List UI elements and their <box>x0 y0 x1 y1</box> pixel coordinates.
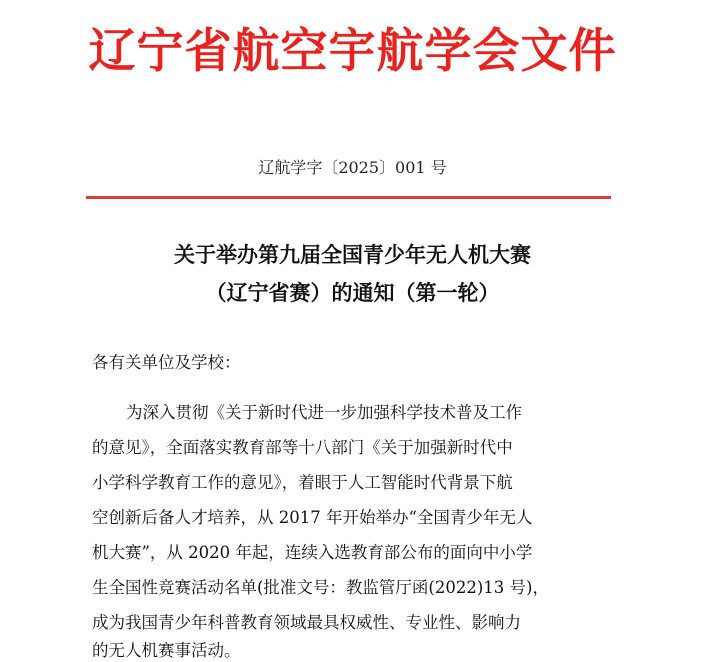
red-divider-line <box>86 196 611 199</box>
paragraph-line-3: 小学科学教育工作的意见》，着眼于人工智能时代背景下航 <box>92 473 513 492</box>
paragraph-line-7: 成为我国青少年科普教育领域最具权威性、专业性、影响力 <box>92 613 521 632</box>
paragraph-line-1: 为深入贯彻《关于新时代进一步加强科学技术普及工作 <box>126 403 522 422</box>
notice-title-line-1: 关于举办第九届全国青少年无人机大赛 <box>174 243 531 267</box>
paragraph-line-6: 生全国性竞赛活动名单(批准文号：教监管厅函(2022)13 号)， <box>92 578 549 597</box>
paragraph-line-5: 机大赛”，从 2020 年起，连续入选教育部公布的面向中小学 <box>92 543 533 562</box>
document-number: 辽航学字〔2025〕001 号 <box>258 158 447 177</box>
paragraph-line-8: 的无人机赛事活动。 <box>92 641 241 660</box>
paragraph-line-2: 的意见》，全面落实教育部等十八部门《关于加强新时代中 <box>92 438 513 457</box>
paragraph-line-4: 空创新后备人才培养，从 2017 年开始举办“全国青少年无人 <box>92 508 533 527</box>
masthead-title: 辽宁省航空宇航学会文件 <box>88 24 617 79</box>
salutation: 各有关单位及学校： <box>92 353 241 372</box>
notice-title-line-2: （辽宁省赛）的通知（第一轮） <box>205 281 500 305</box>
